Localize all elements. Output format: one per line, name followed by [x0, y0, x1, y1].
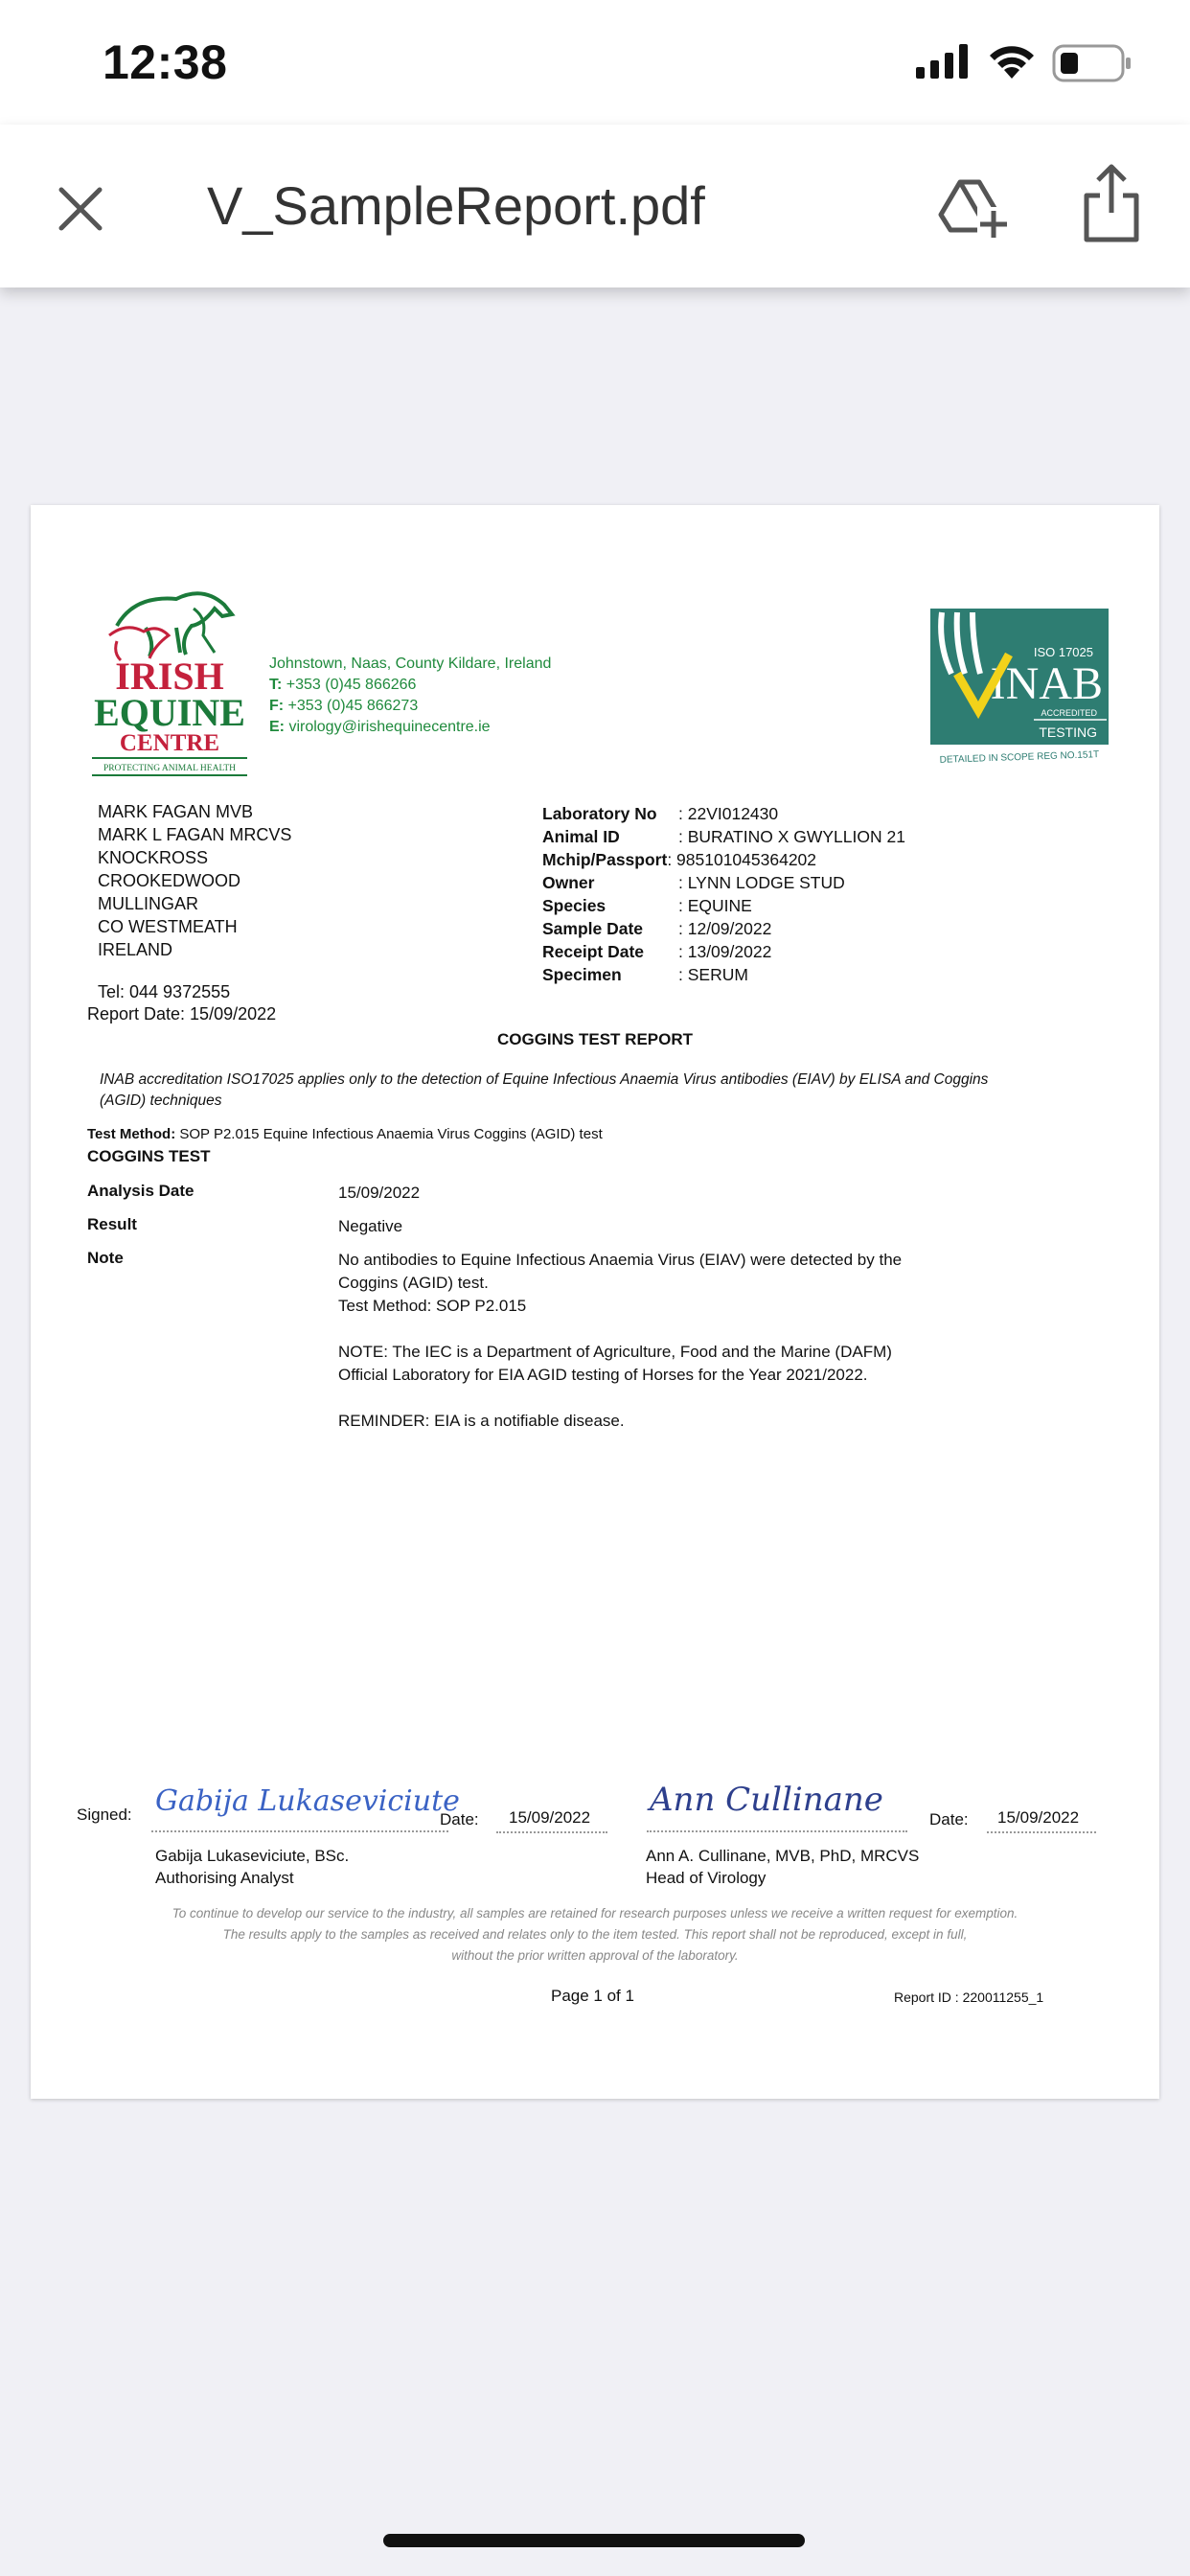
contact-fax: +353 (0)45 866273	[284, 698, 419, 714]
contact-block	[269, 654, 551, 738]
close-icon[interactable]	[52, 180, 109, 238]
signer-name: Gabija Lukaseviciute, BSc.	[155, 1847, 350, 1865]
logo-line-3: CENTRE	[119, 730, 220, 756]
report-date: Report Date: 15/09/2022	[87, 1004, 277, 1024]
id-key: Mchip/Passport	[542, 850, 668, 869]
id-row	[542, 802, 905, 825]
signature-date: 15/09/2022	[509, 1808, 591, 1827]
sample-identifiers	[542, 802, 905, 986]
id-value: : 22VI012430	[678, 804, 779, 823]
id-value: : 985101045364202	[667, 850, 817, 869]
result-label: Result	[87, 1215, 137, 1233]
disclaimer	[31, 1903, 1159, 1966]
id-value: : LYNN LODGE STUD	[678, 873, 845, 892]
note-paragraph: REMINDER: EIA is a notifiable disease.	[338, 1412, 625, 1430]
result-value: Negative	[338, 1217, 403, 1235]
logo-line-2: EQUINE	[94, 691, 245, 734]
inab-testing: TESTING	[1039, 724, 1097, 740]
id-value: : EQUINE	[678, 896, 752, 915]
cellular-signal-icon	[916, 44, 970, 79]
date-label: Date:	[440, 1810, 479, 1828]
id-key: Animal ID	[542, 827, 620, 846]
pdf-page	[31, 505, 1159, 2099]
id-key: Owner	[542, 873, 595, 892]
id-key: Species	[542, 896, 606, 915]
id-value: : 13/09/2022	[678, 942, 772, 961]
id-row	[542, 894, 905, 917]
address-line: IRELAND	[98, 940, 173, 959]
date-line	[496, 1831, 607, 1833]
recipient-address	[98, 800, 291, 961]
logo-line-1: IRISH	[115, 655, 224, 698]
id-row	[542, 917, 905, 940]
email-key: E:	[269, 719, 285, 735]
address-line: CROOKEDWOOD	[98, 871, 241, 890]
status-bar	[0, 0, 1190, 125]
signature-date: 15/09/2022	[997, 1808, 1080, 1827]
inab-accredited: ACCREDITED	[1041, 708, 1097, 718]
report-heading: COGGINS TEST REPORT	[496, 1030, 694, 1048]
id-value: : SERUM	[678, 965, 748, 984]
address-line: MARK FAGAN MVB	[98, 802, 254, 821]
phone-key: T:	[269, 677, 283, 693]
disclaimer-line: To continue to develop our service to the industry, all samples are retained for research purposes unless we receive a written request for exemption.	[172, 1906, 1018, 1920]
id-key: Receipt Date	[542, 942, 645, 961]
address-line: MULLINGAR	[98, 894, 199, 913]
page-number: Page 1 of 1	[551, 1987, 634, 2005]
fax-key: F:	[269, 698, 285, 714]
signature-line	[647, 1830, 907, 1832]
signature-image	[642, 1766, 891, 1829]
date-line	[987, 1831, 1096, 1833]
address-line: KNOCKROSS	[98, 848, 209, 867]
date-label: Date:	[929, 1810, 969, 1828]
id-row	[542, 825, 905, 848]
id-row	[542, 871, 905, 894]
note-label: Note	[87, 1249, 124, 1267]
test-method-value: SOP P2.015 Equine Infectious Anaemia Virus Coggins (AGID) test	[175, 1126, 603, 1142]
home-indicator[interactable]	[383, 2534, 805, 2547]
id-row	[542, 963, 905, 986]
document-title: V_SampleReport.pdf	[207, 175, 705, 236]
address-line: CO WESTMEATH	[98, 917, 238, 936]
id-row	[542, 940, 905, 963]
disclaimer-line: The results apply to the samples as received and relates only to the item tested. This report shall not be reproduced, except in full, without the prior written approval of the laboratory.	[222, 1927, 968, 1963]
inab-scope: DETAILED IN SCOPE REG NO.151T	[939, 749, 1100, 766]
document-toolbar	[0, 125, 1190, 288]
contact-email: virology@irishequinecentre.ie	[285, 719, 491, 735]
section-title: COGGINS TEST	[87, 1147, 211, 1165]
analysis-date-label: Analysis Date	[87, 1182, 195, 1200]
address-line: MARK L FAGAN MRCVS	[98, 825, 292, 844]
signer-block	[646, 1845, 919, 1889]
test-method	[87, 1126, 603, 1142]
add-to-drive-icon[interactable]	[939, 174, 1010, 242]
recipient-tel: Tel: 044 9372555	[98, 982, 231, 1001]
wifi-icon	[987, 40, 1037, 79]
status-time: 12:38	[103, 35, 228, 89]
analysis-date-value: 15/09/2022	[338, 1184, 421, 1202]
id-value: : 12/09/2022	[678, 919, 772, 938]
inab-accreditation-note: INAB accreditation ISO17025 applies only to the detection of Equine Infectious Anaemia Virus antibodies (EIAV) by ELISA and Coggins (AGID) techniques	[100, 1071, 989, 1109]
contact-address: Johnstown, Naas, County Kildare, Ireland	[269, 656, 552, 672]
inab-accreditation-logo	[928, 607, 1110, 765]
signature-image	[151, 1772, 460, 1826]
id-value: : BURATINO X GWYLLION 21	[678, 827, 905, 846]
note-paragraph: NOTE: The IEC is a Department of Agriculture, Food and the Marine (DAFM) Official Laboratory for EIA AGID testing of Horses for the Year 2021/2022.	[338, 1343, 892, 1384]
report-id: Report ID : 220011255_1	[894, 1990, 1044, 2005]
test-method-label: Test Method:	[87, 1126, 176, 1142]
signer-block	[155, 1845, 349, 1889]
note-paragraph: Test Method: SOP P2.015	[338, 1297, 527, 1315]
id-key: Laboratory No	[542, 804, 657, 823]
signer-role: Authorising Analyst	[155, 1869, 294, 1887]
signer-name: Ann A. Cullinane, MVB, PhD, MRCVS	[646, 1847, 920, 1865]
id-row	[542, 848, 905, 871]
irish-equine-centre-logo	[88, 566, 261, 777]
logo-tagline: PROTECTING ANIMAL HEALTH	[103, 764, 237, 773]
id-key: Specimen	[542, 965, 622, 984]
inab-iso: ISO 17025	[1033, 645, 1093, 659]
inab-name: INAB	[990, 658, 1103, 709]
signature-text: Gabija Lukaseviciute	[155, 1784, 460, 1818]
share-icon[interactable]	[1081, 163, 1142, 243]
signature-line	[151, 1830, 448, 1832]
battery-icon	[1052, 44, 1133, 82]
signer-role: Head of Virology	[646, 1869, 767, 1887]
id-key: Sample Date	[542, 919, 644, 938]
signature-text: Ann Cullinane	[650, 1781, 883, 1819]
note-text	[338, 1249, 932, 1433]
note-paragraph: No antibodies to Equine Infectious Anaemia Virus (EIAV) were detected by the Coggins (AGID) test.	[338, 1251, 903, 1292]
contact-phone: +353 (0)45 866266	[282, 677, 417, 693]
signed-label: Signed:	[77, 1806, 132, 1824]
